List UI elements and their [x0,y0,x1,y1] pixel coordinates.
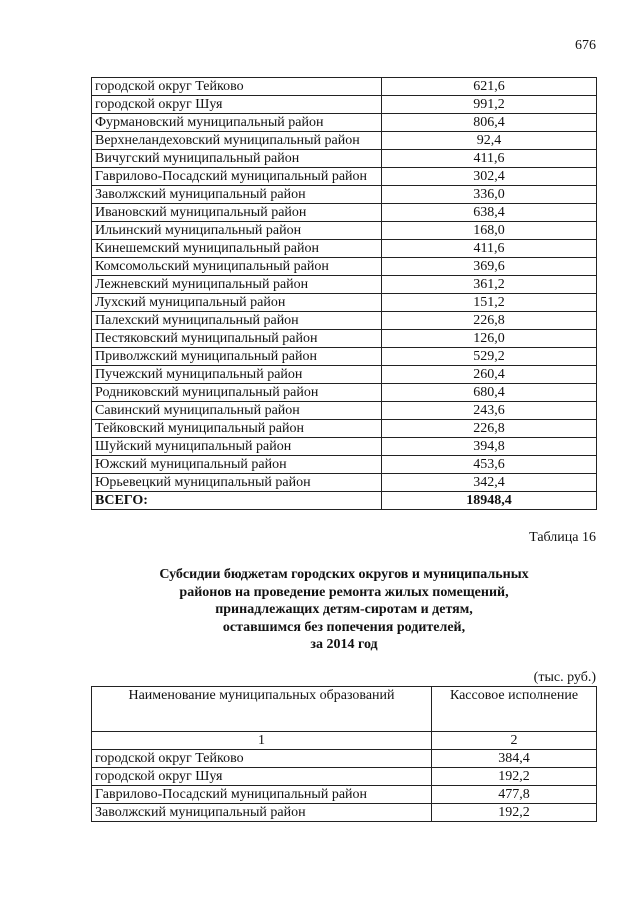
amount-value: 638,4 [382,204,597,222]
table-row [92,78,597,96]
page-number: 676 [575,38,596,53]
table-row [92,750,597,768]
municipality-name: Фурмановский муниципальный район [92,114,382,132]
amount-value: 991,2 [382,96,597,114]
municipality-name: Ивановский муниципальный район [92,204,382,222]
municipality-name: Родниковский муниципальный район [92,384,382,402]
amount-value: 336,0 [382,186,597,204]
table-row [92,768,597,786]
column-header: Наименование муниципальных образований [92,687,432,732]
amount-value: 168,0 [382,222,597,240]
municipality-name: Шуйский муниципальный район [92,438,382,456]
table-row [92,384,597,402]
table-row [92,240,597,258]
amount-value: 226,8 [382,420,597,438]
amount-value: 92,4 [382,132,597,150]
municipality-name: Лежневский муниципальный район [92,276,382,294]
column-number: 2 [432,732,597,750]
municipality-name: Гаврилово-Посадский муниципальный район [92,168,382,186]
column-header: Кассовое исполнение [432,687,597,732]
municipality-name: Тейковский муниципальный район [92,420,382,438]
amount-value: 151,2 [382,294,597,312]
municipality-name: Приволжский муниципальный район [92,348,382,366]
municipality-name: Пестяковский муниципальный район [92,330,382,348]
amount-value: 680,4 [382,384,597,402]
amount-value: 621,6 [382,78,597,96]
title-line: районов на проведение ремонта жилых помещений, [179,584,509,600]
table-row [92,258,597,276]
amount-value: 369,6 [382,258,597,276]
municipality-name: Юрьевецкий муниципальный район [92,474,382,492]
total-row [92,492,597,510]
table-row [92,438,597,456]
table-row [92,186,597,204]
amount-value: 411,6 [382,240,597,258]
amount-value: 529,2 [382,348,597,366]
amount-value: 394,8 [382,438,597,456]
table-row [92,222,597,240]
amount-value: 477,8 [432,786,597,804]
amount-value: 243,6 [382,402,597,420]
table-row [92,456,597,474]
municipality-name: Комсомольский муниципальный район [92,258,382,276]
table-row [92,204,597,222]
title-line: принадлежащих детям-сиротам и детям, [215,602,473,617]
municipality-name: городской округ Шуя [92,96,382,114]
amount-value: 260,4 [382,366,597,384]
table-row [92,474,597,492]
table-row [92,150,597,168]
table-row [92,402,597,420]
table-label: Таблица 16 [529,530,596,545]
municipality-name: Лухский муниципальный район [92,294,382,312]
municipality-name: Заволжский муниципальный район [92,804,432,822]
municipality-name: Верхнеландеховский муниципальный район [92,132,382,150]
table-row [92,132,597,150]
amount-value: 226,8 [382,312,597,330]
title-line: за 2014 год [310,637,378,652]
municipality-name: городской округ Тейково [92,78,382,96]
amount-value: 126,0 [382,330,597,348]
municipality-name: Южский муниципальный район [92,456,382,474]
table-row [92,348,597,366]
amount-value: 192,2 [432,804,597,822]
table-row [92,312,597,330]
column-number-row [92,732,597,750]
table-row [92,786,597,804]
municipality-name: Ильинский муниципальный район [92,222,382,240]
amount-value: 411,6 [382,150,597,168]
table-row [92,276,597,294]
municipality-name: Вичугский муниципальный район [92,150,382,168]
table-row [92,804,597,822]
units-label: (тыс. руб.) [533,670,596,685]
amount-value: 384,4 [432,750,597,768]
subsidy-table-16 [91,686,597,822]
municipality-name: Савинский муниципальный район [92,402,382,420]
municipality-name: Заволжский муниципальный район [92,186,382,204]
municipality-name: городской округ Шуя [92,768,432,786]
amount-value: 361,2 [382,276,597,294]
amount-value: 453,6 [382,456,597,474]
amount-value: 302,4 [382,168,597,186]
title-line: оставшимся без попечения родителей, [222,619,466,635]
municipality-name: Палехский муниципальный район [92,312,382,330]
total-value: 18948,4 [382,492,597,510]
table-title [91,566,597,654]
subsidy-table-continued [91,77,597,510]
column-number: 1 [92,732,432,750]
amount-value: 342,4 [382,474,597,492]
table-row [92,114,597,132]
header-row [92,687,597,732]
table-row [92,294,597,312]
municipality-name: Кинешемский муниципальный район [92,240,382,258]
title-line: Субсидии бюджетам городских округов и муниципальных [159,567,529,582]
table-row [92,366,597,384]
table-row [92,330,597,348]
table-row [92,420,597,438]
table-row [92,168,597,186]
municipality-name: городской округ Тейково [92,750,432,768]
amount-value: 806,4 [382,114,597,132]
amount-value: 192,2 [432,768,597,786]
total-label: ВСЕГО: [92,492,382,510]
municipality-name: Гаврилово-Посадский муниципальный район [92,786,432,804]
table-row [92,96,597,114]
municipality-name: Пучежский муниципальный район [92,366,382,384]
